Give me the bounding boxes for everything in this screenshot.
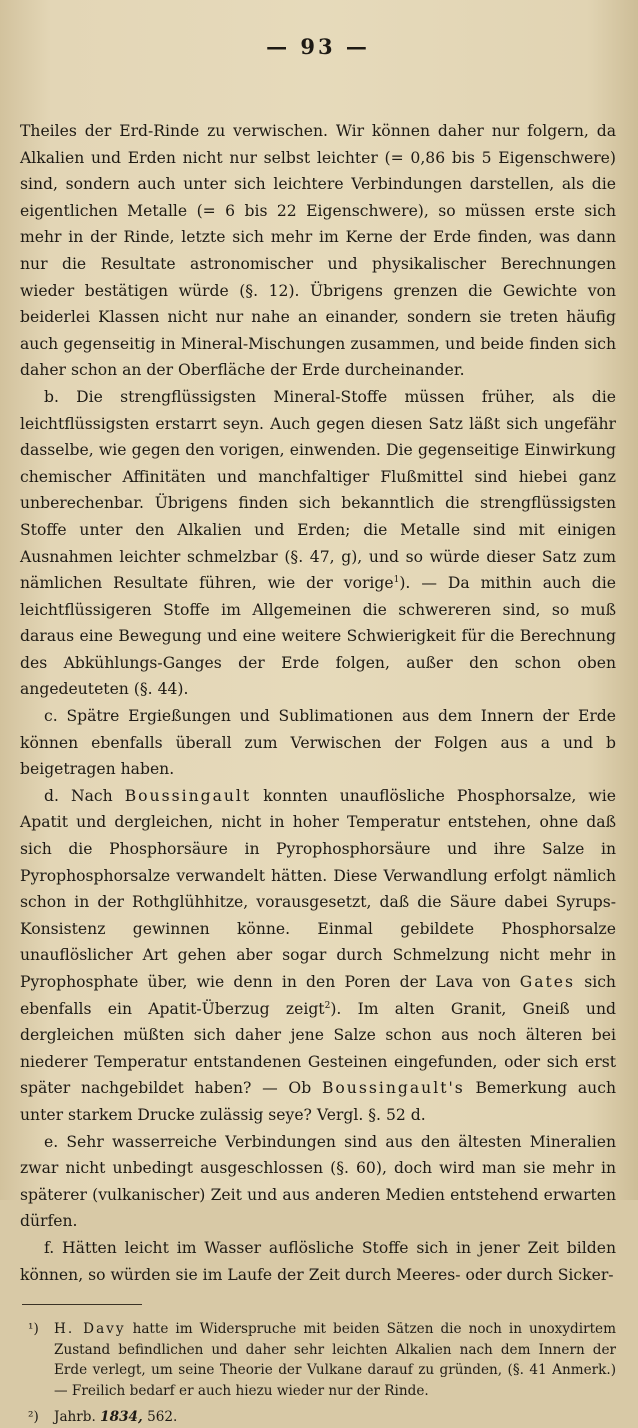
paragraph-d-text-1: d. Nach <box>44 786 113 805</box>
footnote-1-body <box>54 1319 616 1401</box>
person-name-boussingault: Boussingault <box>124 786 252 805</box>
paragraph-c: c. Spätre Ergießungen und Sublimationen aus dem Innern der Erde können ebenfalls überall zum Verwischen der Folgen aus a und b beigetragen haben. <box>20 707 616 779</box>
footnote-1-mark: ¹) <box>28 1321 39 1338</box>
paragraph-b-text-1: b. Die strengflüssigsten Mineral-Stoffe müssen früher, als die leichtflüssigsten erstarrt seyn. Auch gegen diesen Satz läßt sich ungefähr dasselbe, wie gegen den vorigen, einwenden. Die gegenseitige Einwirkung chemischer Affinitäten und manchfaltiger Flußmittel sind hiebei ganz unberechenbar. Übrigens finden sich bekanntlich die strengflüssigsten Stoffe unter den Alkalien und Erden; die Metalle sind mit einigen Ausnahmen leichter schmelzbar (§. 47, g), und so würde dieser Satz zum nämlichen Resultate führen, wie der vorige <box>20 387 616 593</box>
paragraph-d-text-4: ). Im alten Granit, Gneiß und dergleichen müßten sich daher jene Salze schon aus noch älteren bei niederer Temperatur entstandenen Gesteinen eingefunden, oder sich erst später nachgebildet haben? — Ob <box>20 999 616 1098</box>
footnote-2-prefix: Jahrb. <box>54 1409 96 1426</box>
footnote-2-year: 1834, <box>100 1409 143 1426</box>
person-name-davy: H. Davy <box>54 1321 126 1338</box>
place-name-gates: Gates <box>519 973 576 991</box>
page-number: — 93 — <box>266 34 370 59</box>
footnote-2-mark: ²) <box>28 1409 39 1426</box>
paragraph-e: e. Sehr wasserreiche Verbindungen sind aus den ältesten Mineralien zwar nicht unbedingt ausgeschlossen (§. 60), doch wird man sie mehr in späterer (vulkanischer) Zeit und aus anderen Medien entstehend erwarten dürfen. <box>20 1132 616 1231</box>
footnote-2 <box>20 1407 616 1428</box>
paragraph-b <box>20 384 616 703</box>
footnotes <box>20 1319 616 1428</box>
person-name-boussingault-2: Boussingault's <box>321 1079 465 1098</box>
paragraph-f: f. Hätten leicht im Wasser auflösliche Stoffe sich in jener Zeit bilden können, so würden sie im Laufe der Zeit durch Meeres- oder durch Sicker- <box>20 1238 616 1284</box>
paragraph-d <box>20 783 616 1129</box>
footnote-divider <box>22 1304 142 1305</box>
paragraph-d-text-3: sich ebenfalls ein Apatit-Überzug zeigt <box>20 973 616 1018</box>
main-text <box>20 118 616 1288</box>
footnote-ref-2: 2 <box>324 1000 331 1011</box>
paragraph-1: Theiles der Erd-Rinde zu verwischen. Wir können daher nur folgern, da Alkalien und Erden nicht nur selbst leichter (= 0,86 bis 5 Eigenschwere) sind, sondern auch unter sich leichtere Verbindungen darstellen, als die eigentlichen Metalle (= 6 bis 22 Eigenschwere), so müssen erste sich mehr in der Rinde, letzte sich mehr im Kerne der Erde finden, was dann nur die Resultate astronomischer und physikalischer Berechnungen wieder bestätigen würde (§. 12). Übrigens grenzen die Gewichte von beiderlei Klassen nicht nur nahe an einander, sondern sie treten häufig auch gegenseitig in Mineral-Mischungen zusammen, und beide finden sich daher schon an der Oberfläche der Erde durcheinander. <box>20 122 616 380</box>
footnote-ref-1: 1 <box>393 574 400 585</box>
footnote-1 <box>20 1319 616 1401</box>
paragraph-b-text-2: ). — Da mithin auch die leichtflüssigeren Stoffe im Allgemeinen die schwereren sind, so muß daraus eine Bewegung und eine weitere Schwierigkeit für die Berechnung des Abkühlungs-Ganges der Erde folgen, außer den schon oben angedeuteten (§. 44). <box>20 574 616 699</box>
footnote-2-page: 562. <box>147 1409 178 1426</box>
footnote-2-body <box>54 1407 616 1428</box>
paragraph-d-text-2: konnten unauflösliche Phosphorsalze, wie Apatit und dergleichen, nicht in hoher Temperatur entstehen, ohne daß sich die Phosphorsäure in Pyrophosphorsäure und ihre Salze in Pyrophosphorsalze verwandelt hätten. Diese Verwandlung erfolgt nämlich schon in der Rothglühhitze, vorausgesetzt, daß die Säure dabei Syrups-Konsistenz gewinnen könne. Einmal gebildete Phosphorsalze unauflöslicher Art gehen aber sogar durch Schmelzung nicht mehr in Pyrophosphate über, wie denn in den Poren der Lava von <box>20 786 616 991</box>
footnote-1-text: hatte im Widerspruche mit beiden Sätzen die noch in unoxydirtem Zustand befindlichen und daher sehr leichten Alkalien nach dem Innern der Erde verlegt, um seine Theorie der Vulkane darauf zu gründen, (§. 41 Anmerk.) — Freilich bedarf er auch hiezu wieder nur der Rinde. <box>54 1321 616 1399</box>
paragraph-d-text-5: Bemerkung auch unter starkem Drucke zulässig seye? Vergl. §. 52 d. <box>20 1079 616 1124</box>
